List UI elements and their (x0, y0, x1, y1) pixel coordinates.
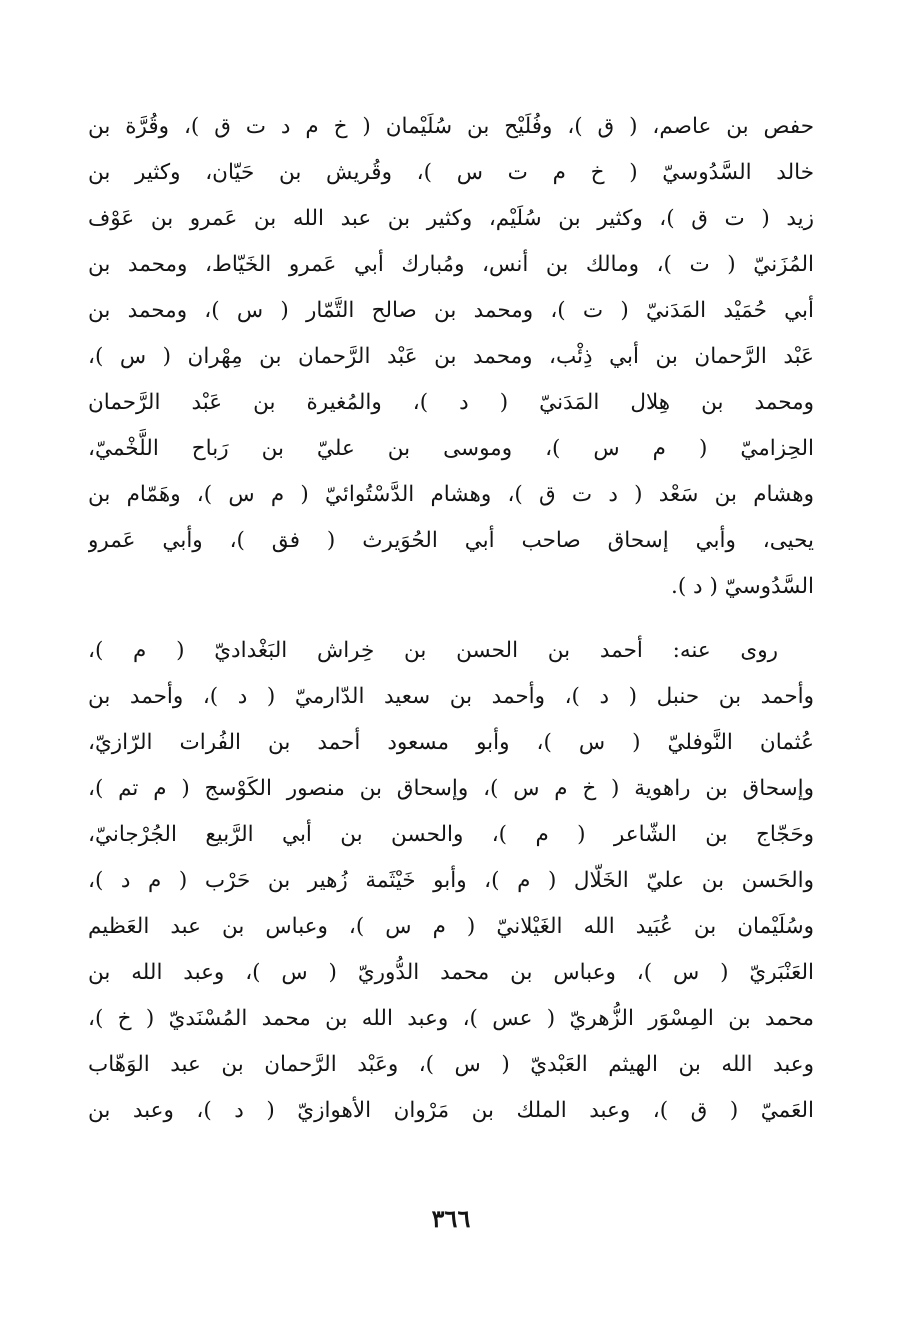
text-line: وإسحاق بن راهوية ( خ م س )، وإسحاق بن منصور الكَوْسج ( م تم )، (88, 776, 814, 801)
text-line: ومحمد بن هِلال المَدَنيّ ( د )، والمُغيرة بن عَبْد الرَّحمان (88, 390, 814, 415)
text-line: خالد السَّدُوسيّ ( خ م ت س )، وقُريش بن حَيّان، وكثير بن (88, 160, 814, 185)
text-line: حفص بن عاصم، ( ق )، وفُلَيْح بن سُلَيْمان ( خ م د ت ق )، وقُرَّة بن (88, 114, 814, 139)
text-line: الحِزاميّ ( م س )، وموسى بن عليّ بن رَباح اللَّخْميّ، (88, 436, 814, 461)
text-line: العَميّ ( ق )، وعبد الملك بن مَرْوان الأهوازيّ ( د )، وعبد بن (88, 1098, 814, 1123)
text-line: السَّدُوسيّ ( د ). (671, 574, 814, 599)
paragraph-teachers (88, 104, 814, 610)
paragraph-spacer (88, 610, 814, 628)
text-line: وحَجّاج بن الشّاعر ( م )، والحسن بن أبي الرَّبيع الجُرْجانيّ، (88, 822, 814, 847)
paragraph-students (88, 628, 814, 1134)
text-line: والحَسن بن عليّ الخَلّال ( م )، وأبو خَيْثَمة زُهير بن حَرْب ( م د )، (88, 868, 814, 893)
text-line: عُثمان النَّوفليّ ( س )، وأبو مسعود أحمد بن الفُرات الرّازيّ، (88, 730, 814, 755)
text-line: محمد بن المِسْوَر الزُّهريّ ( عس )، وعبد الله بن محمد المُسْنَديّ ( خ )، (88, 1006, 814, 1031)
text-line: وأحمد بن حنبل ( د )، وأحمد بن سعيد الدّارميّ ( د )، وأحمد بن (88, 684, 814, 709)
text-line: وسُلَيْمان بن عُبَيد الله الغَيْلانيّ ( م س )، وعباس بن عبد العَظيم (88, 914, 814, 939)
page-number: ٣٦٦ (431, 1204, 471, 1233)
text-line: أبي حُمَيْد المَدَنيّ ( ت )، ومحمد بن صالح التَّمّار ( س )، ومحمد بن (88, 298, 814, 323)
text-line: العَنْبَريّ ( س )، وعباس بن محمد الدُّوريّ ( س )، وعبد الله بن (88, 960, 814, 985)
book-page (88, 104, 814, 1324)
text-line: المُزَنيّ ( ت )، ومالك بن أنس، ومُبارك أبي عَمرو الخَيّاط، ومحمد بن (88, 252, 814, 277)
text-line: عَبْد الرَّحمان بن أبي ذِئْب، ومحمد بن عَبْد الرَّحمان بن مِهْران ( س )، (88, 344, 814, 369)
text-line: وعبد الله بن الهيثم العَبْديّ ( س )، وعَبْد الرَّحمان بن عبد الوَهّاب (88, 1052, 814, 1077)
text-line: زيد ( ت ق )، وكثير بن سُلَيْم، وكثير بن عبد الله بن عَمرو بن عَوْف (88, 206, 814, 231)
text-line: وهشام بن سَعْد ( د ت ق )، وهشام الدَّسْتُوائيّ ( م س )، وهَمّام بن (88, 482, 814, 507)
text-line: روى عنه: أحمد بن الحسن بن خِراش البَغْداديّ ( م )، (88, 638, 778, 663)
text-line: يحيى، وأبي إسحاق صاحب أبي الحُوَيرث ( فق )، وأبي عَمرو (88, 528, 814, 553)
